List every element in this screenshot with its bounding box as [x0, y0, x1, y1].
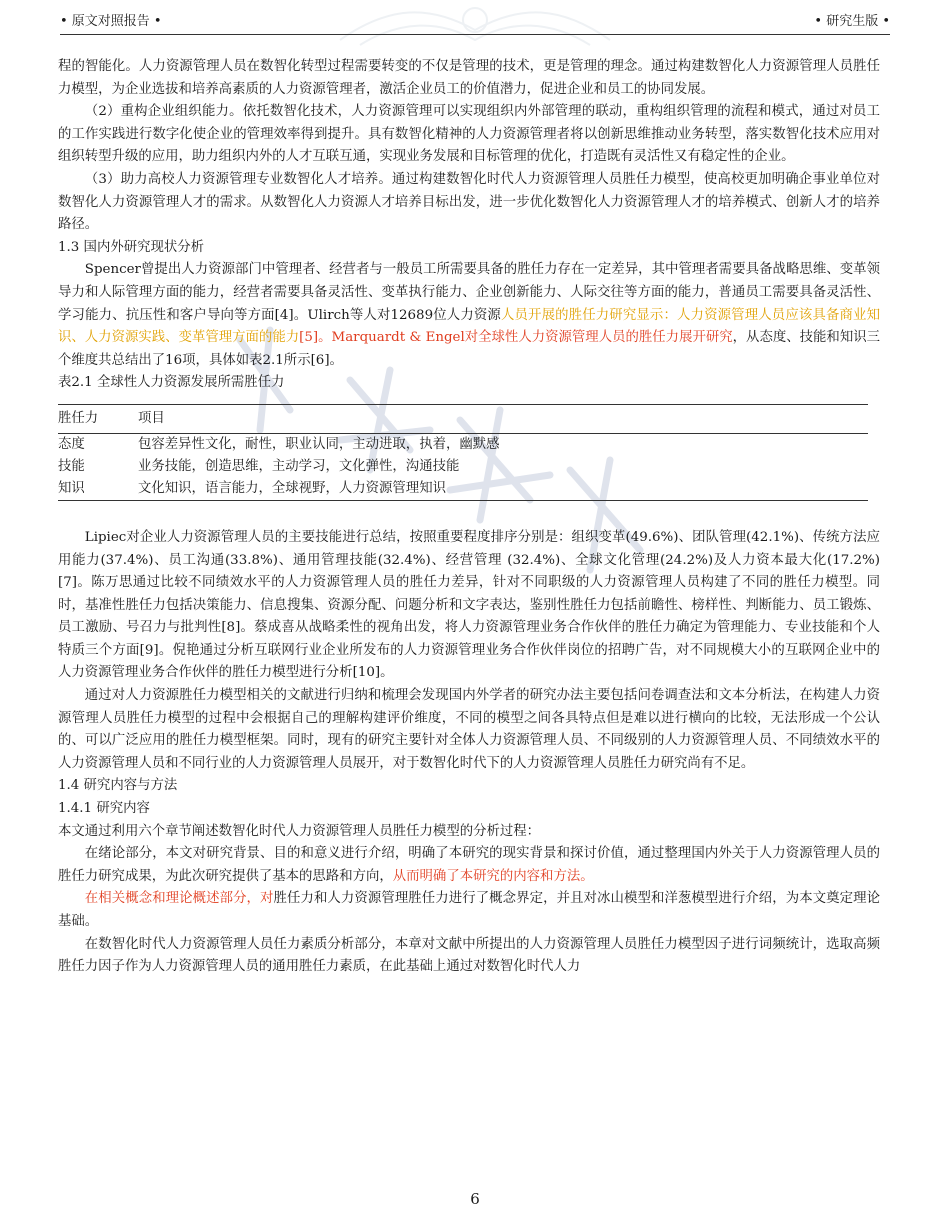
competency-table	[58, 404, 868, 501]
paragraph-theory-chapter	[58, 888, 880, 933]
header-divider	[60, 34, 890, 35]
highlighted-text-red: 在相关概念和理论概述部分，对	[84, 891, 274, 907]
header-left-label: • 原文对照报告 •	[60, 13, 162, 29]
text-segment: 在绪论部分，本文对研究背景、目的和意义进行介绍，明确了本研究的现实背景和探讨价值，通过整理国内外关于人力资源管理人员的胜任力研究成果，为此次研究提供了基本的思路和方向，	[58, 846, 880, 884]
paragraph-intro: 程的智能化。人力资源管理人员在数智化转型过程需要转变的不仅是管理的技术，更是管理的理念。通过构建数智化人力资源管理人员胜任力模型，为企业选拔和培养高素质的人力资源管理者，激活企业员工的价值潜力，促进企业和员工的协同发展。	[58, 59, 880, 97]
table-header-cell: 胜任力	[58, 410, 99, 426]
table-caption: 表2.1 全球性人力资源发展所需胜任力	[58, 375, 285, 391]
table-row	[58, 456, 868, 478]
text-segment: ，从态度、技能和知识三个维度共总结出了16项，具体如表2.1所示[6]。	[58, 330, 880, 368]
table-cell: 技能	[58, 458, 85, 474]
paragraph-analysis-chapter: 在数智化时代人力资源管理人员任力素质分析部分，本章对文献中所提出的人力资源管理人员胜任力模型因子进行词频统计，选取高频胜任力因子作为人力资源管理人员的通用胜任力素质，在此基础上通过对数智化时代人力	[58, 936, 880, 975]
document-body	[58, 56, 880, 979]
text-segment: Spencer曾提出人力资源部门中管理者、经营者与一般员工所需要具备的胜任力存在一定差异，其中管理者需要具备战略思维、变革领导力和人际管理方面的能力，经营者需要具备灵活性、变革执行能力、企业创新能力、人际交往等方面的能力，普通员工需要具备灵活性、学习能力、抗压性和客户导向等方面[4]。Ulirch等人对12689位人力资源	[58, 262, 880, 323]
paragraph-reconstruct-org: （2）重构企业组织能力。依托数智化技术，人力资源管理可以实现组织内外部管理的联动，重构组织管理的流程和模式，通过对员工的工作实践进行数字化使企业的管理效率得到提升。具有数智化精神的人力资源管理者将以创新思维推动业务转型，落实数智化技术应用对组织转型升级的应用，助力组织内外的人才互联互通，实现业务发展和目标管理的优化，打造既有灵活性又有稳定性的企业。	[58, 104, 880, 165]
paragraph-university-training: （3）助力高校人力资源管理专业数智化人才培养。通过构建数智化时代人力资源管理人员胜任力模型，使高校更加明确企事业单位对数智化人力资源管理人才的需求。从数智化人力资源人才培养目标出发，进一步优化数智化人力资源管理人才的培养模式、创新人才的培养路径。	[58, 171, 880, 233]
paragraph-literature-foreign	[58, 259, 880, 372]
table-cell: 态度	[58, 436, 85, 452]
highlighted-text-red: [5]。Marquardt & Engel对全球性人力资源管理人员的胜任力展开研究	[299, 330, 733, 346]
highlighted-text-red: 从而明确了本研究的内容和方法。	[392, 868, 594, 884]
table-cell: 知识	[58, 480, 85, 496]
section-heading-1-3: 1.3 国内外研究现状分析	[58, 239, 205, 255]
paragraph-literature-skills: Lipiec对企业人力资源管理人员的主要技能进行总结，按照重要程度排序分别是：组织变革(49.6%)、团队管理(42.1%)、传统方法应用能力(37.4%)、员工沟通(33.8%)、通用管理技能(32.4%)、经营管理 (32.4%)、全球文化管理(24.2%)及人力资本最大化(17.2%)[7]。陈万思通过比较不同绩效水平的人力资源管理人员的胜任力差异，针对不同职级的人力资源管理人员构建了不同的胜任力模型。同时，基准性胜任力包括决策能力、信息搜集、资源分配、问题分析和文字表达，鉴别性胜任力包括前瞻性、榜样性、判断能力、员工锻炼、员工激励、号召力与批判性[8]。蔡成喜从战略柔性的视角出发，将人力资源管理业务合作伙伴的胜任力确定为管理能力、专业技能和个人特质三个方面[9]。倪艳通过分析互联网行业企业所发布的人力资源管理业务合作伙伴岗位的招聘广告，对不同规模大小的互联网企业中的人力资源管理业务合作伙伴的胜任力模型进行分析[10]。	[58, 529, 880, 681]
paragraph-literature-summary: 通过对人力资源胜任力模型相关的文献进行归纳和梳理会发现国内外学者的研究办法主要包括问卷调查法和文本分析法，在构建人力资源管理人员胜任力模型的过程中会根据自己的理解构建评价维度，不同的模型之间各具特点但是难以进行横向的比较，无法形成一个公认的、可以广泛应用的胜任力模型框架。同时，现有的研究主要针对全体人力资源管理人员、不同级别的人力资源管理人员、不同绩效水平的人力资源管理人员和不同行业的人力资源管理人员展开，对于数智化时代下的人力资源管理人员胜任力研究尚有不足。	[58, 688, 880, 771]
table-row	[58, 433, 868, 456]
page-number: 6	[470, 1190, 480, 1208]
table-cell: 文化知识，语言能力，全球视野，人力资源管理知识	[138, 480, 446, 496]
header-right-label: • 研究生版 •	[814, 13, 890, 29]
table-header-cell: 项目	[138, 410, 165, 426]
table-cell: 业务技能，创造思维，主动学习，文化弹性，沟通技能	[138, 458, 460, 474]
table-row	[58, 478, 868, 501]
text-segment: 胜任力和人力资源管理胜任力进行了概念界定，并且对冰山模型和洋葱模型进行介绍，为本文奠定理论基础。	[58, 891, 881, 929]
table-header-row	[58, 404, 868, 433]
table-cell: 包容差异性文化，耐性，职业认同，主动进取，执着，幽默感	[138, 436, 500, 452]
paragraph-introduction-chapter	[58, 843, 880, 888]
report-header	[60, 8, 890, 30]
highlighted-text-orange: 人员开展的胜任力研究显示：人力资源管理人员应该具备商业知识、人力资源实践、变革管理方面的能力	[58, 307, 880, 346]
section-heading-1-4: 1.4 研究内容与方法	[58, 778, 178, 794]
paragraph-chapter-overview: 本文通过利用六个章节阐述数智化时代人力资源管理人员胜任力模型的分析过程：	[58, 823, 541, 839]
section-heading-1-4-1: 1.4.1 研究内容	[58, 801, 150, 817]
